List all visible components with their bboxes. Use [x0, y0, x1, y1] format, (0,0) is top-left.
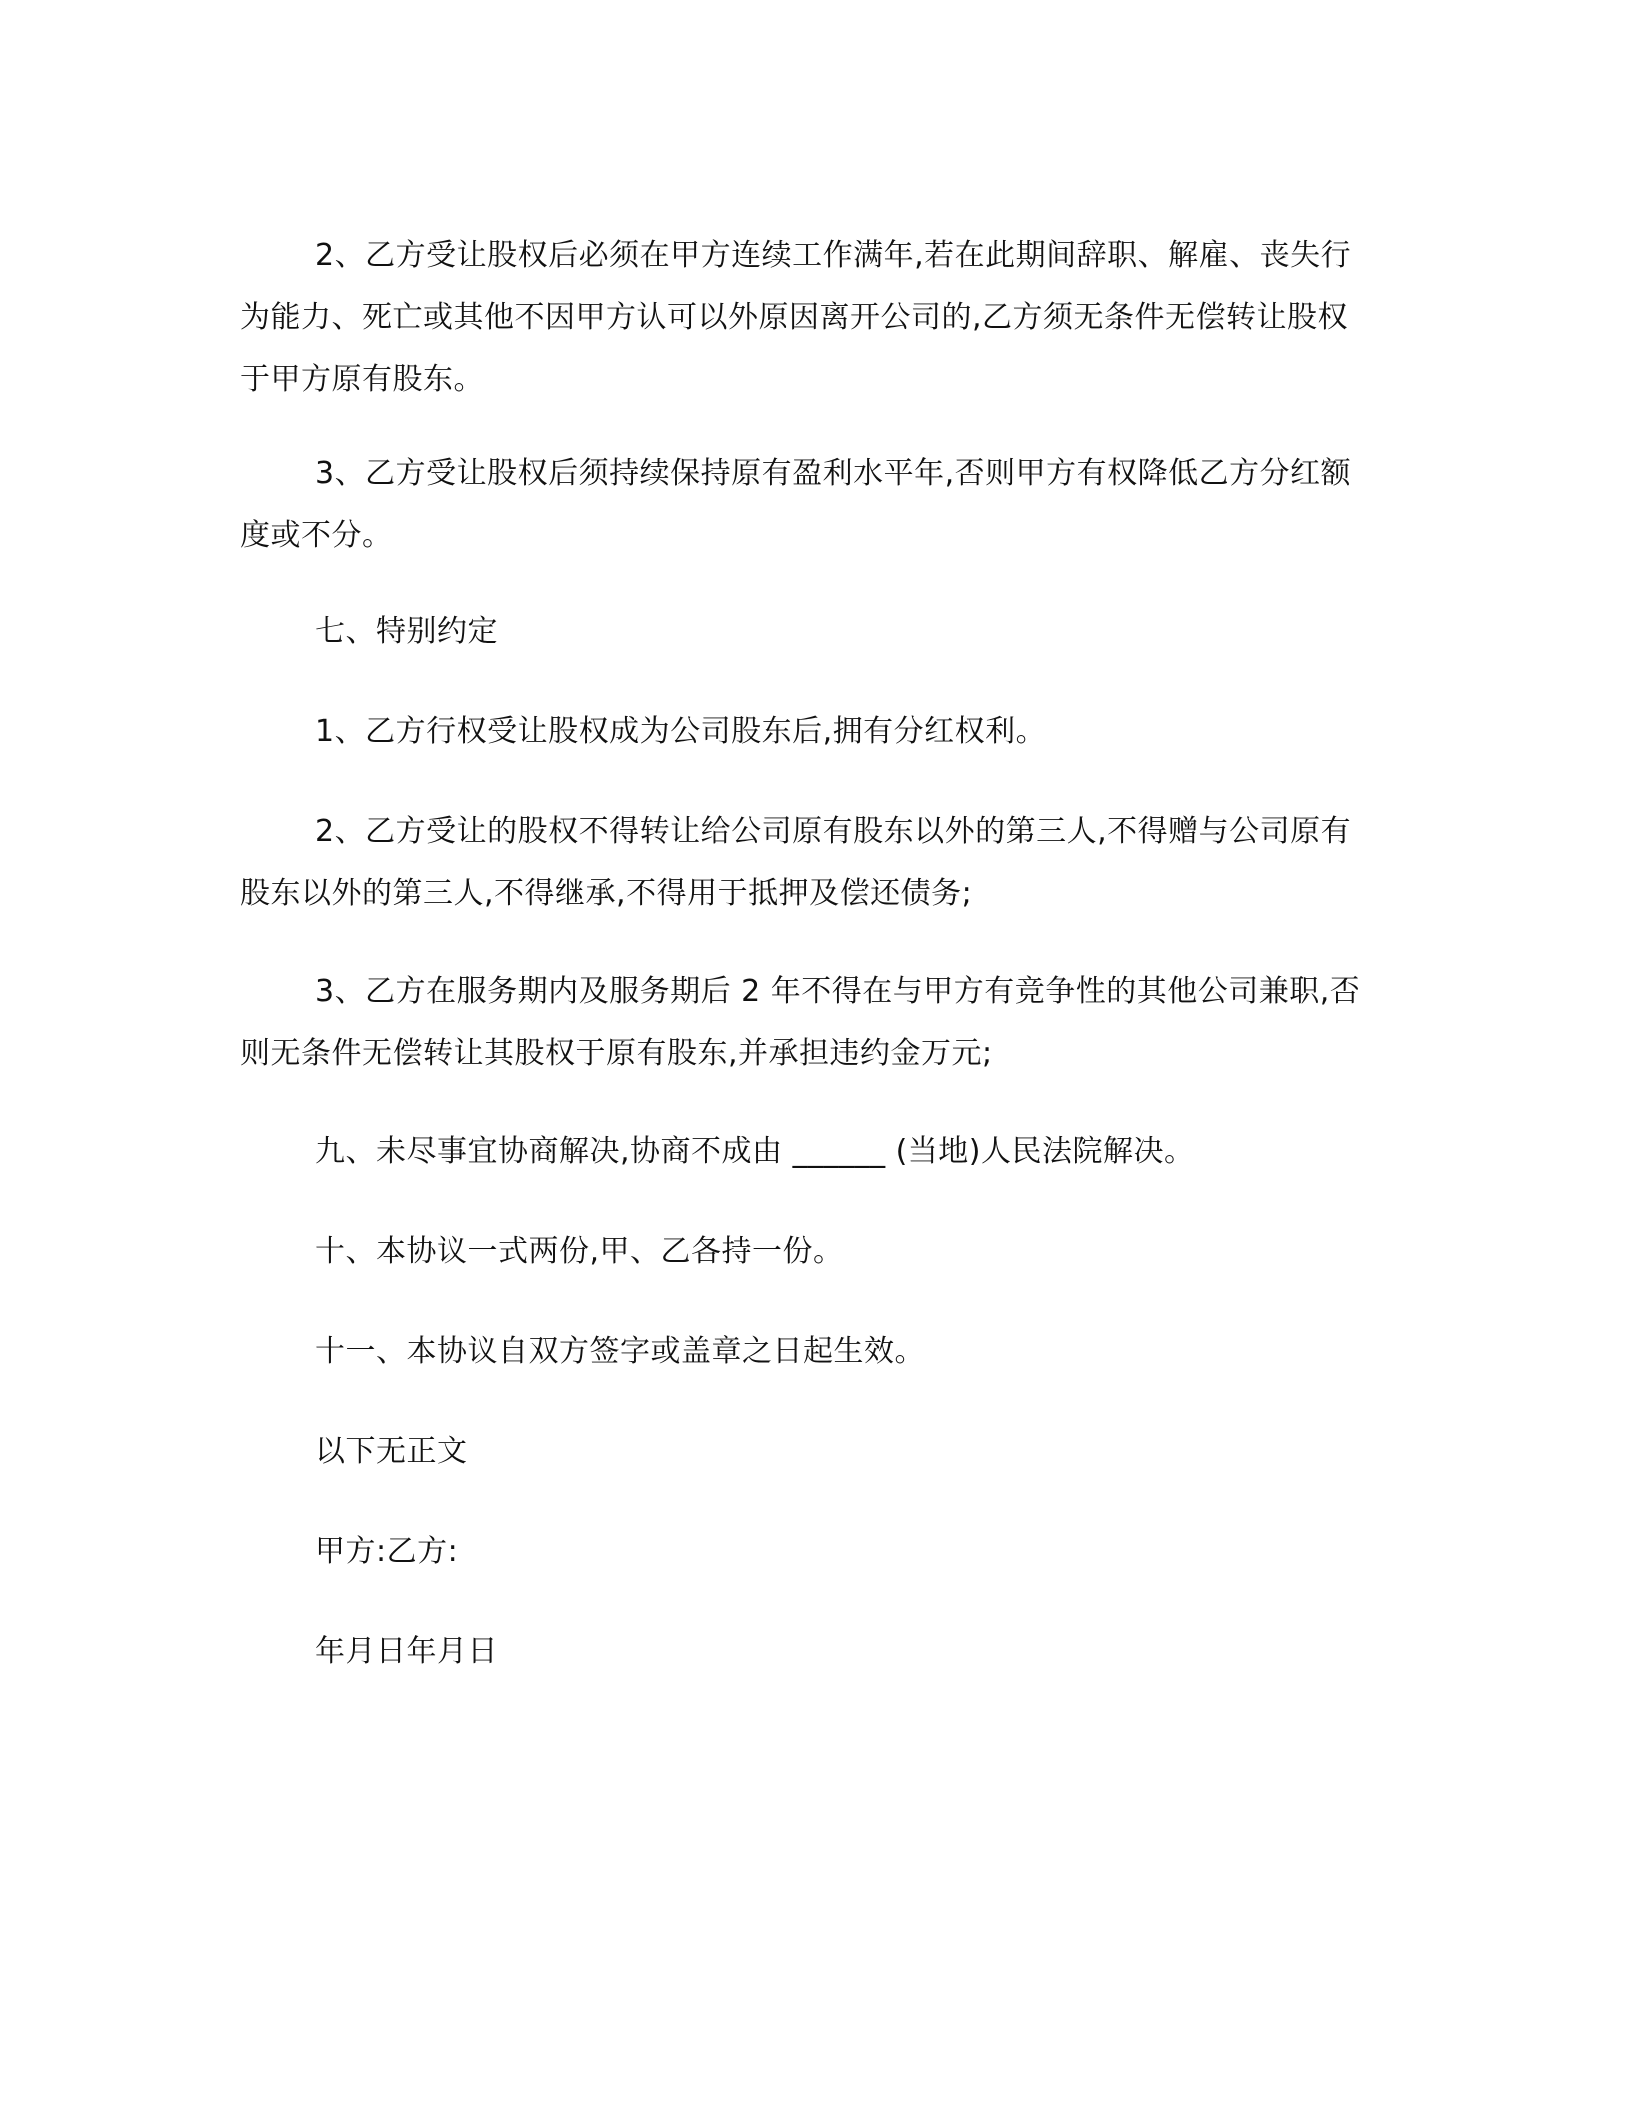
section-11-paragraph: 十一、本协议自双方签字或盖章之日起生效。 [315, 1334, 925, 1369]
end-of-text-note: 以下无正文 [315, 1434, 468, 1469]
clause-7-2-paragraph: 2、乙方受让的股权不得转让给公司原有股东以外的第三人,不得赠与公司原有股东以外的第三人,不得继承,不得用于抵押及偿还债务; [240, 814, 1352, 911]
section-9-paragraph: 九、未尽事宜协商解决,协商不成由 ______ (当地)人民法院解决。 [315, 1134, 1195, 1169]
clause-7-3-paragraph: 3、乙方在服务期内及服务期后 2 年不得在与甲方有竞争性的其他公司兼职,否则无条件无偿转让其股权于原有股东,并承担违约金万元; [240, 974, 1361, 1071]
section-7-heading: 七、特别约定 [315, 614, 498, 649]
signature-parties-line: 甲方:乙方: [315, 1534, 459, 1569]
signature-date-line: 年月日年月日 [315, 1634, 498, 1669]
clause-6-2-paragraph: 2、乙方受让股权后必须在甲方连续工作满年,若在此期间辞职、解雇、丧失行为能力、死亡或其他不因甲方认可以外原因离开公司的,乙方须无条件无偿转让股权于甲方原有股东。 [240, 238, 1352, 397]
clause-7-1-paragraph: 1、乙方行权受让股权成为公司股东后,拥有分红权利。 [315, 714, 1047, 749]
section-10-paragraph: 十、本协议一式两份,甲、乙各持一份。 [315, 1234, 844, 1269]
clause-6-3-paragraph: 3、乙方受让股权后须持续保持原有盈利水平年,否则甲方有权降低乙方分红额度或不分。 [240, 456, 1352, 553]
